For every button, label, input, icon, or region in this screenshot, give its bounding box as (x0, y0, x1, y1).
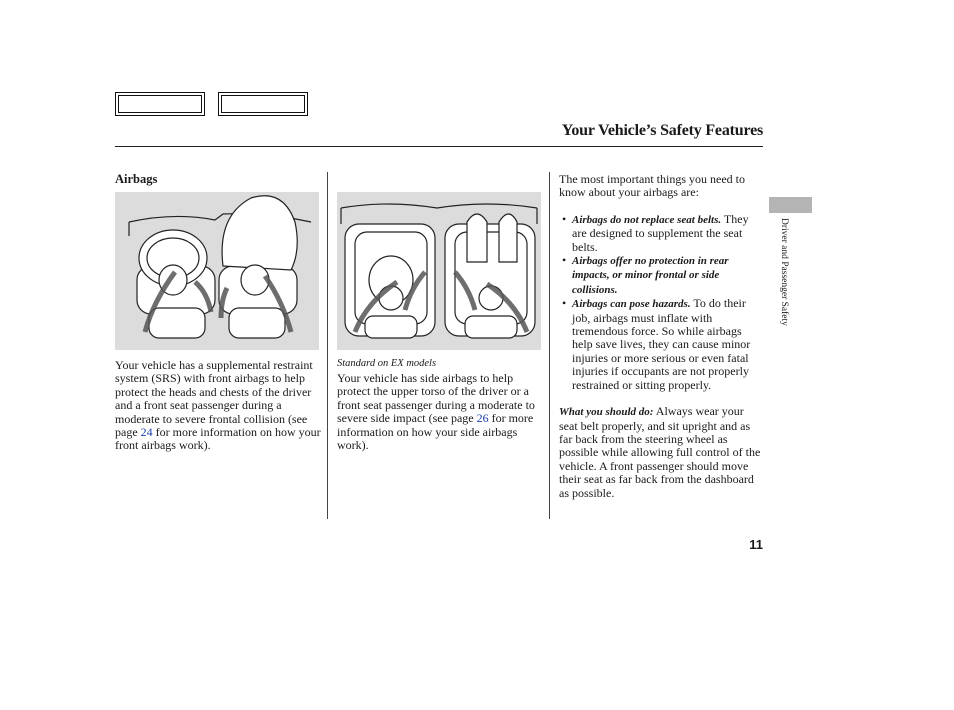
what-to-do-paragraph (559, 405, 762, 500)
front-airbags-text: Your vehicle has a supplemental restraint system (SRS) with front airbags to help protect the heads and chests of the driver and a front seat passenger during a moderate to severe frontal collision (see page (115, 358, 313, 440)
what-to-do-text: Always wear your seat belt properly, and sit upright and as far back from the steering wheel as possible while allowing full control of the vehicle. A front passenger should move their seat as far back from the dashboard as possible. (559, 404, 761, 500)
page-number: 11 (749, 537, 763, 552)
section-heading: Airbags (115, 172, 158, 186)
header-rule (115, 146, 763, 147)
list-item (559, 213, 762, 254)
fact-heading: Airbags do not replace seat belts. (572, 213, 722, 226)
side-airbags-illustration (337, 192, 541, 350)
fact-text: They are designed to supplement the seat belts. (572, 211, 749, 254)
airbag-facts-list (559, 213, 762, 392)
front-airbags-paragraph (115, 359, 322, 453)
front-airbags-text-end: for more information on how your front airbags work). (115, 425, 321, 453)
what-to-do-label: What you should do: (559, 406, 654, 419)
fact-heading: Airbags can pose hazards. (572, 298, 691, 311)
side-airbags-drawing (337, 192, 541, 350)
nav-button-table-of-contents[interactable] (218, 92, 308, 116)
fact-text: To do their job, airbags must inflate with tremendous force. So while airbags help save lives, they can cause minor injuries or more serious or even fatal injuries if occupants are not properly restrained or sitting properly. (572, 296, 751, 392)
column-divider-2 (549, 172, 550, 519)
section-side-label: Driver and Passenger Safety (779, 218, 789, 326)
list-item (559, 254, 762, 297)
side-airbags-paragraph (337, 372, 544, 452)
airbag-facts-column (559, 173, 762, 500)
front-airbags-illustration (115, 192, 319, 350)
nav-button-main-menu[interactable] (115, 92, 205, 116)
side-airbags-text: Your vehicle has side airbags to help protect the upper torso of the driver or a front seat passenger during a moderate to severe side impact (see page (337, 371, 535, 426)
list-item (559, 297, 762, 392)
intro-text: The most important things you need to know about your airbags are: (559, 172, 745, 200)
section-tab-marker[interactable] (769, 197, 812, 213)
page-link-24[interactable]: 24 (140, 425, 153, 440)
page-link-26[interactable]: 26 (476, 411, 489, 426)
column-divider-1 (327, 172, 328, 519)
front-airbags-drawing (115, 192, 319, 350)
fact-heading: Airbags offer no protection in rear impacts, or minor frontal or side collisions. (572, 255, 729, 296)
image-caption: Standard on EX models (337, 358, 437, 369)
page-title: Your Vehicle’s Safety Features (561, 122, 763, 139)
side-airbags-text-end: for more information on how your side airbags work). (337, 411, 534, 453)
